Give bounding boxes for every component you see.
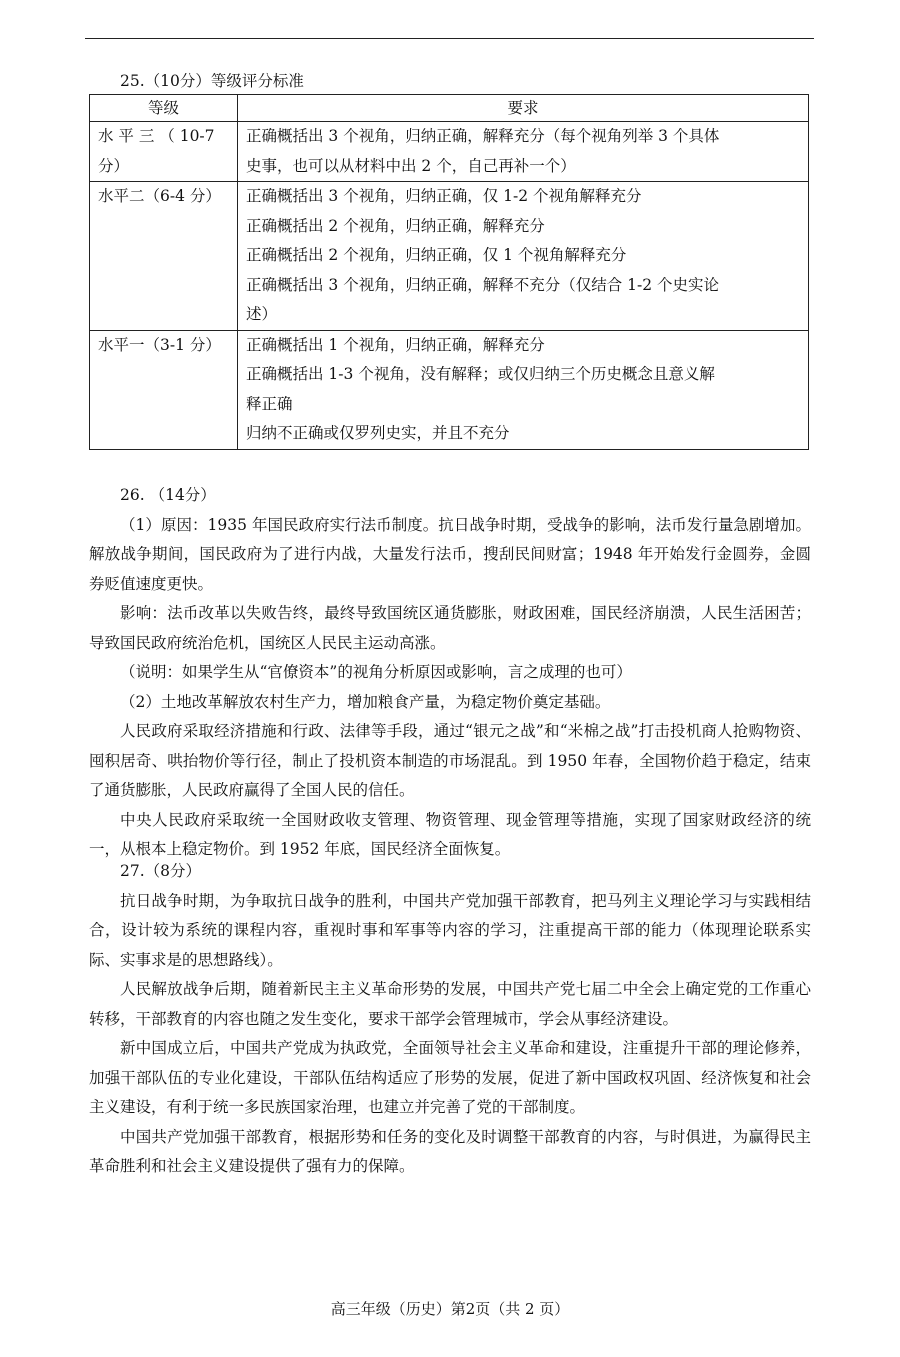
requirement-line: 史事，也可以从材料中出 2 个，自己再补一个） <box>246 156 576 175</box>
question-25-title: 25.（10分）等级评分标准 <box>120 72 304 90</box>
level-text: 水平二（6-4 分） <box>98 187 221 205</box>
page-footer: 高三年级（历史）第2页（共 2 页） <box>330 1300 570 1318</box>
requirement-line: 归纳不正确或仅罗列史实，并且不充分 <box>246 424 510 442</box>
level-text: 水 平 三 （ 10-7 <box>98 127 215 145</box>
table-row <box>90 182 809 331</box>
level-cell <box>90 330 238 449</box>
requirement-line: 正确概括出 3 个视角，归纳正确，解释不充分（仅结合 1-2 个史实论 <box>246 275 720 294</box>
header-level: 等级 <box>90 95 238 122</box>
answer-paragraph: 人民政府采取经济措施和行政、法律等手段，通过“银元之战”和“米棉之战”打击投机商人抢购物资、囤积居奇、哄抬物价等行径，制止了投机资本制造的市场混乱。到 1950 年春，全国物价趋于稳定，结束了通货膨胀，人民政府赢得了全国人民的信任。 <box>89 722 811 799</box>
table-row <box>90 330 809 449</box>
answer-paragraph: （说明：如果学生从“官僚资本”的视角分析原因或影响，言之成理的也可） <box>120 663 632 681</box>
header-requirements: 要求 <box>238 95 809 122</box>
answer-paragraph: 新中国成立后，中国共产党成为执政党，全面领导社会主义革命和建设，注重提升干部的理论修养，加强干部队伍的专业化建设，干部队伍结构适应了形势的发展，促进了新中国政权巩固、经济恢复和社会主义建设，有利于统一多民族国家治理，也建立并完善了党的干部制度。 <box>89 1039 811 1116</box>
grading-table <box>89 94 809 450</box>
answer-paragraph: 中国共产党加强干部教育，根据形势和任务的变化及时调整干部教育的内容，与时俱进，为赢得民主革命胜利和社会主义建设提供了强有力的保障。 <box>89 1127 811 1175</box>
requirements-cell <box>238 330 809 449</box>
answer-paragraph: 中央人民政府采取统一全国财政收支管理、物资管理、现金管理等措施，实现了国家财政经济的统一，从根本上稳定物价。到 1952 年底，国民经济全面恢复。 <box>89 810 811 858</box>
answer-paragraph: 影响：法币改革以失败告终，最终导致国统区通货膨胀，财政困难，国民经济崩溃，人民生活困苦；导致国民政府统治危机，国统区人民民主运动高涨。 <box>89 604 811 652</box>
level-cell <box>90 182 238 331</box>
answer-paragraph: （1）原因：1935 年国民政府实行法币制度。抗日战争时期，受战争的影响，法币发行量急剧增加。解放战争期间，国民政府为了进行内战，大量发行法币，搜刮民间财富；1948 年开始发行金圆券，金圆券贬值速度更快。 <box>89 515 811 593</box>
question-27-section <box>89 857 811 1182</box>
requirement-line: 正确概括出 2 个视角，归纳正确，解释充分 <box>246 216 545 235</box>
requirements-cell <box>238 122 809 182</box>
answer-paragraph: （2）土地改革解放农村生产力，增加粮食产量，为稳定物价奠定基础。 <box>120 692 611 711</box>
table-header-row <box>90 95 809 122</box>
requirement-line: 正确概括出 1 个视角，归纳正确，解释充分 <box>246 335 545 354</box>
question-27-title: 27.（8分） <box>120 862 202 880</box>
question-26-title: 26. （14分） <box>120 486 216 504</box>
level-cell <box>90 122 238 182</box>
requirement-line: 正确概括出 3 个视角，归纳正确，仅 1-2 个视角解释充分 <box>246 187 642 205</box>
requirement-line: 释正确 <box>246 394 293 413</box>
answer-paragraph: 人民解放战争后期，随着新民主主义革命形势的发展，中国共产党七届二中全会上确定党的工作重心转移，干部教育的内容也随之发生变化，要求干部学会管理城市，学会从事经济建设。 <box>89 980 811 1028</box>
requirements-cell <box>238 182 809 331</box>
requirement-line: 正确概括出 3 个视角，归纳正确，解释充分（每个视角列举 3 个具体 <box>246 127 720 145</box>
requirement-line: 正确概括出 2 个视角，归纳正确，仅 1 个视角解释充分 <box>246 246 627 264</box>
requirement-line: 述） <box>246 305 278 323</box>
table-row <box>90 122 809 182</box>
level-text: 分） <box>98 156 130 175</box>
header-rule <box>85 38 814 39</box>
requirement-line: 正确概括出 1-3 个视角，没有解释；或仅归纳三个历史概念且意义解 <box>246 365 715 383</box>
answer-paragraph: 抗日战争时期，为争取抗日战争的胜利，中国共产党加强干部教育，把马列主义理论学习与实践相结合，设计较为系统的课程内容，重视时事和军事等内容的学习，注重提高干部的能力（体现理论联系实际、实事求是的思想路线）。 <box>89 891 811 969</box>
level-text: 水平一（3-1 分） <box>98 335 221 354</box>
question-26-section <box>89 481 811 865</box>
